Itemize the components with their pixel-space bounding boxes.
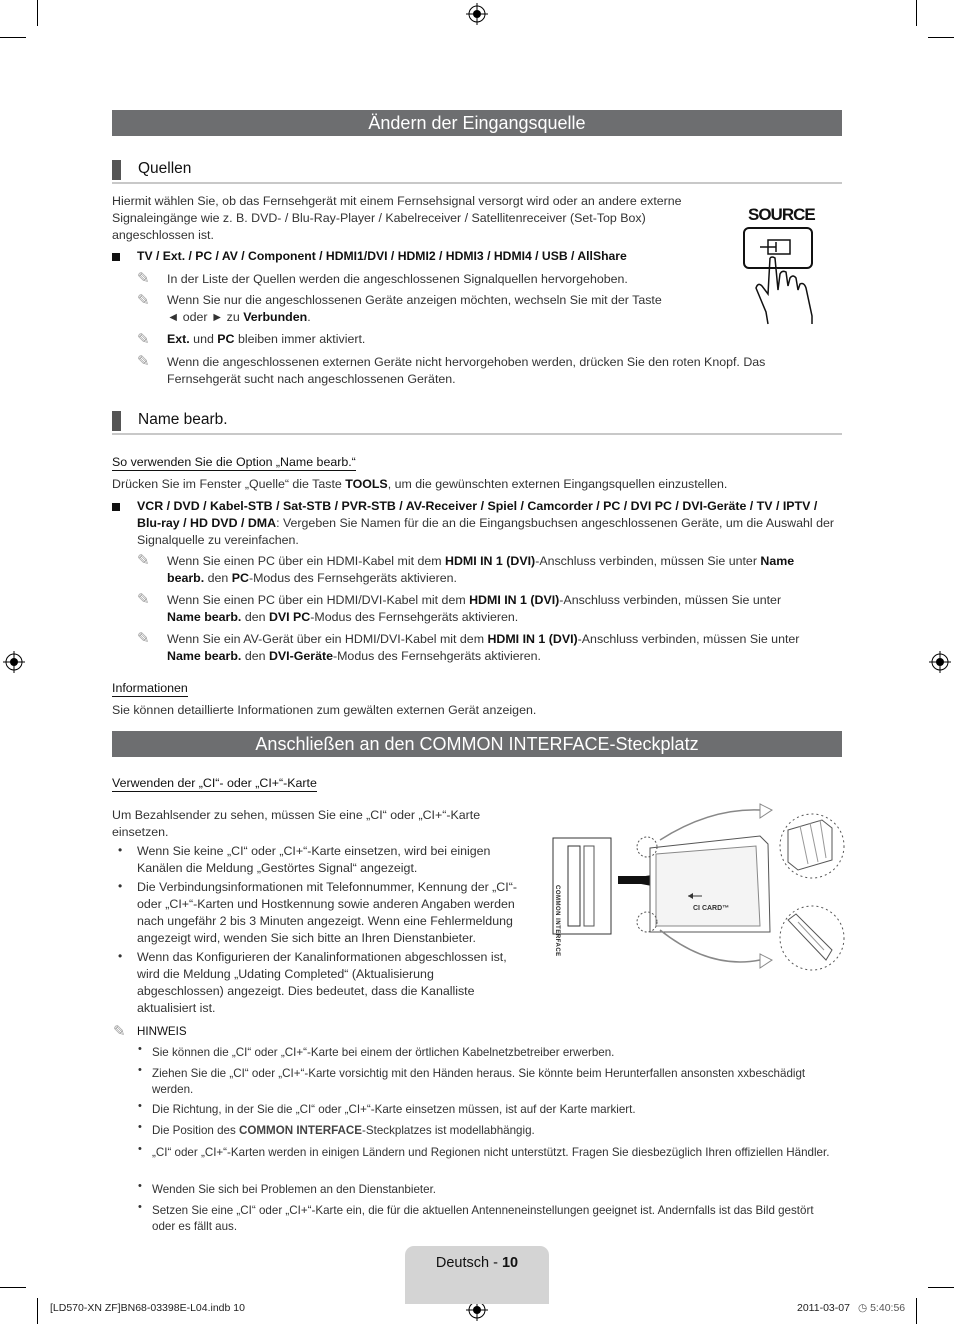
device-names: VCR / DVD / Kabel-STB / Sat-STB / PVR-STB / AV-Receiver / Spiel / Camcorder / PC / DVI PC / DVI-Geräte / TV / IPTV / Blu-ray / HD DVD / DMA <box>137 499 818 530</box>
note-item: Ziehen Sie die „CI“ oder „CI+“-Karte vorsichtig mit den Händen heraus. Sie könnte beim Herunterfallen ansonsten xxbeschädigt werden. <box>152 1067 806 1096</box>
tools-key: TOOLS <box>345 477 388 491</box>
page-label: Deutsch - <box>435 1255 502 1271</box>
note-fragment: bleiben immer aktiviert. <box>234 332 366 346</box>
crop-mark <box>928 1287 954 1288</box>
note-text <box>167 631 837 665</box>
note-text: In der Liste der Quellen werden die angeschlossenen Signalquellen hervorgehoben. <box>167 272 628 286</box>
note-fragment: Wenn Sie einen PC über ein HDMI/DVI-Kabel mit dem <box>167 593 470 607</box>
note-fragment: . <box>307 310 311 324</box>
note-fragment: -Anschluss verbinden, müssen Sie unter <box>535 554 761 568</box>
bullet-dot: • <box>118 949 123 963</box>
note-fragment: ◄ oder ► zu <box>167 310 244 324</box>
print-date: 2011-03-07 <box>797 1302 850 1314</box>
time-text: 5:40:56 <box>870 1302 906 1314</box>
note-bold: Name bearb. <box>167 649 242 663</box>
bullet-dot: • <box>138 1143 142 1155</box>
bullet-text: Wenn Sie keine „CI“ oder „CI+“-Karte einsetzen, wird bei einigen Kanälen die Meldung „Gestörtes Signal“ angezeigt. <box>137 844 491 875</box>
heading-marker <box>112 160 121 180</box>
note-item: Die Richtung, in der Sie die „CI“ oder „CI+“-Karte einsetzen müssen, ist auf der Karte markiert. <box>152 1103 636 1116</box>
file-info: [LD570-XN ZF]BN68-03398E-L04.indb 10 <box>50 1302 245 1314</box>
note-bold: Verbunden <box>243 310 308 324</box>
note-icon: ✎ <box>137 353 150 370</box>
subsection-heading <box>112 158 842 184</box>
text-fragment: , um die gewünschten externen Eingangsquellen einzustellen. <box>387 477 728 491</box>
bullet-text: Die Verbindungsinformationen mit Telefonnummer, Kennung der „CI“- oder „CI+“-Karten und Hostkennung sowie anderen Angaben werden nach ungefähr 2 bis 3 Minuten angezeigt. Wenn eine Fehlermeldung angezeigt wird, wenden Sie sich bitte an Ihren Dienstanbieter. <box>137 880 517 945</box>
heading-text: Name bearb. <box>138 411 228 428</box>
note-bold: HDMI IN 1 (DVI) <box>487 632 578 646</box>
paragraph: Sie können detaillierte Informationen zum gewälten externen Gerät anzeigen. <box>112 703 537 717</box>
crop-mark <box>916 1298 917 1324</box>
page-number-tab <box>405 1246 549 1304</box>
note-item: „CI“ oder „CI+“-Karten werden in einigen Ländern und Regionen nicht unterstützt. Fragen Sie diesbezüglich Ihren offiziellen Händler. <box>152 1146 830 1159</box>
note-icon: ✎ <box>113 1023 126 1040</box>
note-fragment: den <box>204 571 232 585</box>
subsection-heading <box>112 409 842 435</box>
bullet-dot: • <box>138 1180 142 1192</box>
section-title: Ändern der Eingangsquelle <box>112 110 842 136</box>
note-bold: PC <box>231 571 249 585</box>
paragraph: Hiermit wählen Sie, ob das Fernsehgerät mit einem Fernsehsignal versorgt wird oder an andere externe Signaleingänge wie z. B. DVD- / Blu-Ray-Player / Kabelreceiver / Satellitenreceiver (Set-Top Box) angeschlossen ist. <box>112 194 682 242</box>
note-item <box>152 1123 832 1139</box>
note-icon: ✎ <box>137 552 150 569</box>
source-button-label: SOURCE <box>748 205 815 224</box>
note-icon: ✎ <box>137 630 150 647</box>
crop-mark <box>37 1298 38 1324</box>
note-text: Wenn Sie nur die angeschlossenen Geräte anzeigen möchten, wechseln Sie mit der Taste <box>167 293 662 307</box>
note-fragment: und <box>189 332 218 346</box>
crop-mark <box>916 0 917 26</box>
square-bullet <box>112 253 120 261</box>
source-button-hand-icon <box>738 224 820 326</box>
text-fragment: : Vergeben Sie Namen für die an die Eingangsbuchsen angeschlossenen Geräte, um die Auswahl der Signalquelle zu vereinfachen. <box>137 516 835 547</box>
square-bullet <box>112 503 120 511</box>
ci-card-label: Verwenden der „CI“- oder „CI+“-Karte <box>112 776 317 790</box>
heading-marker <box>112 411 121 431</box>
note-text <box>167 553 837 587</box>
note-bold: HDMI IN 1 (DVI) <box>445 554 536 568</box>
note-bold: COMMON INTERFACE <box>239 1124 363 1137</box>
section-title: Anschließen an den COMMON INTERFACE-Steckplatz <box>112 731 842 757</box>
registration-mark-icon <box>3 651 25 673</box>
note-icon: ✎ <box>137 292 150 309</box>
note-item: Wenden Sie sich bei Problemen an den Dienstanbieter. <box>152 1183 437 1196</box>
crop-mark <box>37 0 38 26</box>
bullet-dot: • <box>138 1043 142 1055</box>
text-fragment: -Steckplatzes ist modellabhängig. <box>362 1124 535 1137</box>
ci-card-insertion-diagram <box>550 800 845 975</box>
info-label: Informationen <box>112 681 188 695</box>
paragraph: Um Bezahlsender zu sehen, müssen Sie eine „CI“ oder „CI+“-Karte einsetzen. <box>112 808 481 839</box>
print-time <box>858 1302 905 1314</box>
note-bold: Name <box>760 554 795 568</box>
hinweis-label: HINWEIS <box>137 1025 187 1038</box>
note-text <box>167 309 727 326</box>
note-bold: Ext. <box>167 332 190 346</box>
note-fragment: Wenn Sie ein AV-Gerät über ein HDMI/DVI-Kabel mit dem <box>167 632 488 646</box>
bullet-dot: • <box>118 843 123 857</box>
heading-text: Quellen <box>138 160 192 177</box>
note-bold: DVI-Geräte <box>268 649 333 663</box>
note-fragment: den <box>241 649 269 663</box>
note-fragment: den <box>241 610 269 624</box>
note-icon: ✎ <box>137 270 150 287</box>
bullet-text: Wenn das Konfigurieren der Kanalinformationen abgeschlossen ist, wird die Meldung „Udating Completed“ (Aktualisierung abgeschlossen) angezeigt. Dies bedeutet, dass die Kanalliste aktualisiert ist. <box>137 950 507 1015</box>
page-number: 10 <box>501 1255 519 1271</box>
note-fragment: -Modus des Fernsehgeräts aktivieren. <box>248 571 457 585</box>
device-list <box>137 498 837 549</box>
note-fragment: Wenn Sie einen PC über ein HDMI-Kabel mit dem <box>167 554 445 568</box>
text-fragment: Drücken Sie im Fenster „Quelle“ die Taste <box>112 477 346 491</box>
text-fragment: Die Position des <box>152 1124 239 1137</box>
registration-mark-icon <box>466 3 488 25</box>
note-fragment: -Modus des Fernsehgeräts aktivieren. <box>332 649 541 663</box>
bullet-dot: • <box>138 1064 142 1076</box>
crop-mark <box>0 37 26 38</box>
bullet-dot: • <box>138 1201 142 1213</box>
note-icon: ✎ <box>137 591 150 608</box>
note-item: Setzen Sie eine „CI“ oder „CI+“-Karte ein, die für die aktuellen Antenneneinstellungen geeignet ist. Andernfalls ist das Bild gestört oder es fällt aus. <box>152 1204 814 1233</box>
note-text: Wenn die angeschlossenen externen Geräte nicht hervorgehoben werden, drücken Sie den roten Knopf. Das Fernsehgerät sucht nach angeschlossenen Geräten. <box>167 355 766 386</box>
crop-mark <box>928 37 954 38</box>
note-icon: ✎ <box>137 331 150 348</box>
note-bold: Name bearb. <box>167 610 242 624</box>
bullet-dot: • <box>138 1121 142 1133</box>
crop-mark <box>0 1287 26 1288</box>
paragraph <box>112 476 842 493</box>
note-text <box>167 592 837 626</box>
clock-icon: ◷ <box>858 1302 871 1314</box>
note-bold: HDMI IN 1 (DVI) <box>469 593 560 607</box>
slot-label: COMMON INTERFACE <box>554 885 560 957</box>
note-fragment: -Anschluss verbinden, müssen Sie unter <box>577 632 800 646</box>
note-bold: PC <box>217 332 235 346</box>
note-bold: bearb. <box>167 571 205 585</box>
note-item: Sie können die „CI“ oder „CI+“-Karte bei einem der örtlichen Kabelnetzbetreiber erwerben. <box>152 1046 615 1059</box>
note-fragment: -Anschluss verbinden, müssen Sie unter <box>559 593 782 607</box>
bullet-dot: • <box>118 879 123 893</box>
note-bold: DVI PC <box>268 610 311 624</box>
bullet-dot: • <box>138 1100 142 1112</box>
note-text <box>167 331 727 348</box>
source-list: TV / Ext. / PC / AV / Component / HDMI1/DVI / HDMI2 / HDMI3 / HDMI4 / USB / AllShare <box>137 249 627 263</box>
ci-card-text: CI CARD™ <box>693 905 730 912</box>
registration-mark-icon <box>929 651 951 673</box>
howto-label: So verwenden Sie die Option „Name bearb.“ <box>112 455 356 469</box>
note-fragment: -Modus des Fernsehgeräts aktivieren. <box>310 610 519 624</box>
